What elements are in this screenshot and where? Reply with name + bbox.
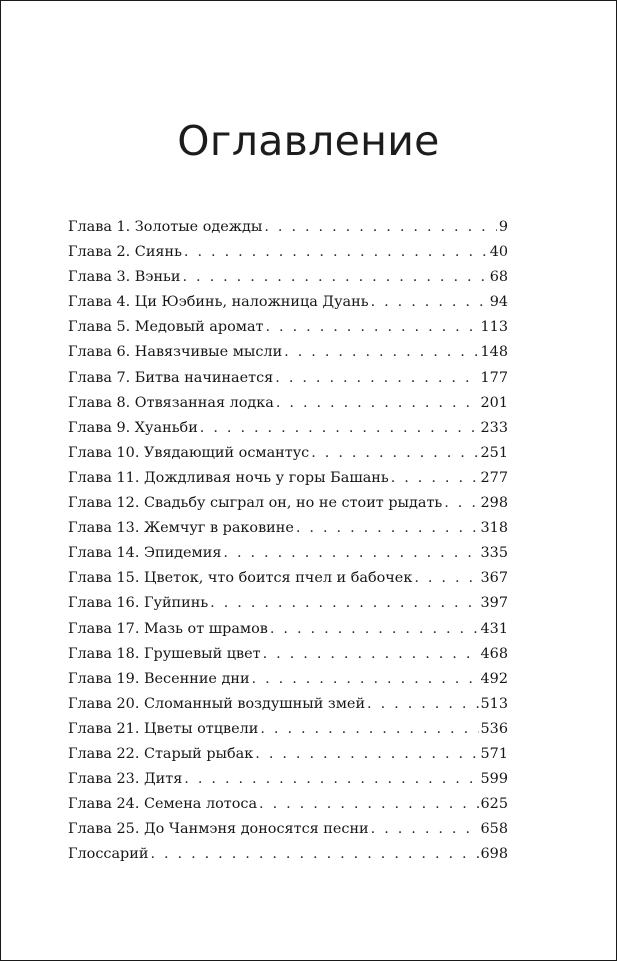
toc-entry[interactable]: [68, 642, 508, 667]
dot-leader: [275, 366, 478, 391]
toc-page-number: 431: [480, 620, 508, 637]
toc-entry[interactable]: [68, 340, 508, 365]
dot-leader: [311, 441, 478, 466]
toc-page-number: 658: [480, 821, 508, 838]
toc-entry-title: Глава 14. Эпидемия: [68, 545, 222, 562]
toc-entry[interactable]: [68, 692, 508, 717]
toc-page-number: 251: [480, 444, 508, 461]
toc-page-number: 318: [480, 520, 508, 537]
toc-entry[interactable]: [68, 366, 508, 391]
toc-page-number: 492: [480, 670, 508, 687]
toc-page-number: 298: [480, 495, 508, 512]
toc-entry[interactable]: [68, 842, 508, 867]
dot-leader: [182, 265, 487, 290]
toc-entry[interactable]: [68, 792, 508, 817]
dot-leader: [276, 391, 479, 416]
toc-page-number: 233: [480, 419, 508, 436]
toc-entry-title: Глава 23. Дитя: [68, 771, 183, 788]
dot-leader: [266, 315, 479, 340]
toc-entry-title: Глава 15. Цветок, что боится пчел и бабочек: [68, 570, 413, 587]
toc-entry-title: Глоссарий: [68, 846, 149, 863]
toc-page-number: 201: [480, 394, 508, 411]
dot-leader: [284, 340, 478, 365]
toc-entry[interactable]: [68, 767, 508, 792]
dot-leader: [391, 466, 479, 491]
toc-entry[interactable]: [68, 742, 508, 767]
toc-entry[interactable]: [68, 491, 508, 516]
toc-entry[interactable]: [68, 315, 508, 340]
toc-entry-title: Глава 3. Вэньи: [68, 269, 181, 286]
toc-page-number: 94: [489, 294, 508, 311]
toc-entry-title: Глава 4. Ци Юэбинь, наложница Дуань: [68, 294, 369, 311]
toc-page-number: 9: [498, 219, 508, 235]
dot-leader: [200, 416, 479, 441]
toc-entry-title: Глава 19. Весенние дни: [68, 670, 250, 687]
dot-leader: [263, 642, 479, 667]
toc-entry-title: Глава 18. Грушевый цвет: [68, 645, 261, 662]
dot-leader: [260, 717, 478, 742]
toc-entry-title: Глава 12. Свадьбу сыграл он, но не стоит рыдать: [68, 495, 443, 512]
toc-entry-title: Глава 1. Золотые одежды: [68, 219, 263, 235]
toc-entry-title: Глава 7. Битва начинается: [68, 369, 274, 386]
toc-entry[interactable]: [68, 717, 508, 742]
toc-entry[interactable]: [68, 265, 508, 290]
toc-page-number: 599: [480, 771, 508, 788]
toc-page-number: 625: [480, 796, 508, 813]
toc-entry-title: Глава 11. Дождливая ночь у горы Башань: [68, 469, 389, 486]
toc-page-number: 468: [480, 645, 508, 662]
dot-leader: [255, 742, 478, 767]
toc-page-number: 335: [480, 545, 508, 562]
toc-page-number: 113: [480, 319, 508, 336]
toc-entry-title: Глава 22. Старый рыбак: [68, 745, 254, 762]
toc-entry[interactable]: [68, 817, 508, 842]
toc-entry-title: Глава 5. Медовый аромат: [68, 319, 264, 336]
dot-leader: [414, 566, 478, 591]
toc-page-number: 40: [489, 244, 508, 261]
dot-leader: [371, 817, 479, 842]
table-of-contents: [68, 215, 508, 867]
toc-entry[interactable]: [68, 240, 508, 265]
toc-entry[interactable]: [68, 516, 508, 541]
dot-leader: [367, 692, 478, 717]
toc-entry[interactable]: [68, 215, 508, 240]
dot-leader: [444, 491, 478, 516]
toc-page-number: 513: [480, 695, 508, 712]
toc-page-number: 397: [480, 595, 508, 612]
toc-page-number: 177: [480, 369, 508, 386]
toc-entry[interactable]: [68, 591, 508, 616]
page-title: Оглавление: [177, 117, 440, 165]
toc-page-number: 571: [480, 745, 508, 762]
dot-leader: [184, 240, 488, 265]
toc-entry-title: Глава 9. Хуаньби: [68, 419, 198, 436]
toc-entry-title: Глава 21. Цветы отцвели: [68, 720, 259, 737]
toc-entry-title: Глава 8. Отвязанная лодка: [68, 394, 274, 411]
toc-entry-title: Глава 6. Навязчивые мысли: [68, 344, 283, 361]
toc-page-number: 367: [480, 570, 508, 587]
toc-page-number: 148: [480, 344, 508, 361]
toc-entry[interactable]: [68, 441, 508, 466]
toc-entry-title: Глава 25. До Чанмэня доносятся песни: [68, 821, 369, 838]
toc-entry-title: Глава 13. Жемчуг в раковине: [68, 520, 294, 537]
toc-entry[interactable]: [68, 466, 508, 491]
toc-page-number: 68: [489, 269, 508, 286]
toc-entry[interactable]: [68, 391, 508, 416]
toc-page-number: 277: [480, 469, 508, 486]
toc-page-number: 536: [480, 720, 508, 737]
toc-entry[interactable]: [68, 290, 508, 315]
dot-leader: [259, 792, 479, 817]
dot-leader: [264, 215, 496, 240]
toc-entry-title: Глава 16. Гуйпинь: [68, 595, 209, 612]
dot-leader: [296, 516, 479, 541]
toc-entry-title: Глава 24. Семена лотоса: [68, 796, 258, 813]
toc-entry-title: Глава 20. Сломанный воздушный змей: [68, 695, 366, 712]
toc-entry[interactable]: [68, 667, 508, 692]
toc-entry[interactable]: [68, 617, 508, 642]
dot-leader: [252, 667, 479, 692]
dot-leader: [210, 591, 478, 616]
toc-entry-title: Глава 2. Сиянь: [68, 244, 182, 261]
toc-page-number: 698: [480, 846, 508, 863]
dot-leader: [270, 617, 479, 642]
dot-leader: [184, 767, 478, 792]
dot-leader: [150, 842, 478, 867]
toc-entry-title: Глава 17. Мазь от шрамов: [68, 620, 268, 637]
toc-entry[interactable]: [68, 566, 508, 591]
toc-entry[interactable]: [68, 416, 508, 441]
dot-leader: [223, 541, 478, 566]
toc-entry[interactable]: [68, 541, 508, 566]
dot-leader: [371, 290, 488, 315]
toc-entry-title: Глава 10. Увядающий османтус: [68, 444, 310, 461]
